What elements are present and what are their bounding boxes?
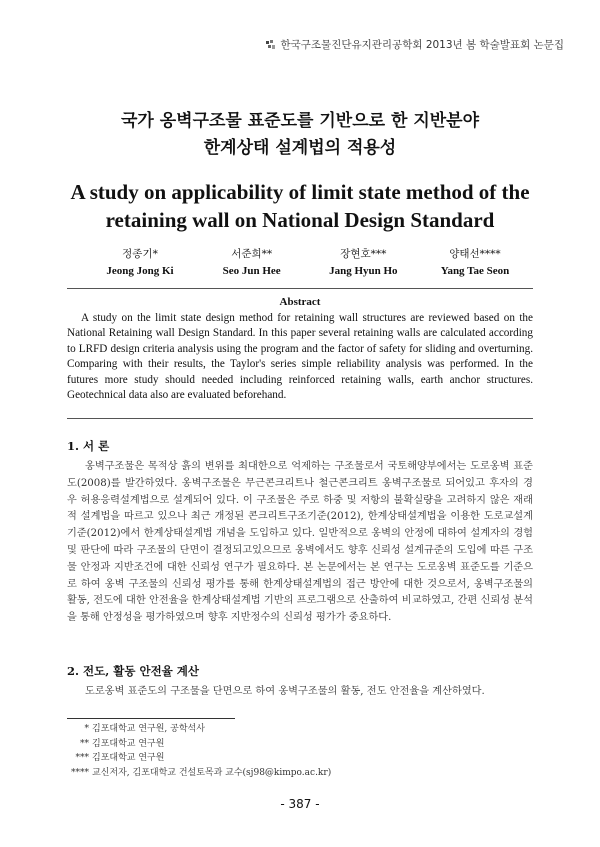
author-korean-name: 서준희**: [231, 248, 273, 260]
footnote-mark: ****: [71, 767, 89, 778]
section-body-safety-factor: 도로옹벽 표준도의 구조물을 단면으로 하여 옹벽구조물의 활동, 전도 안전율을 계산하였다.: [85, 686, 485, 697]
society-logo-icon: [266, 40, 276, 50]
footnote-mark: *: [84, 724, 89, 734]
section-heading-safety-factor: 2. 전도, 활동 안전율 계산: [67, 664, 200, 678]
footnote: [67, 737, 533, 752]
author: [197, 245, 307, 279]
korean-title-line1: 국가 옹벽구조물 표준도를 기반으로 한 지반분야: [120, 111, 480, 131]
footnote-text: 김포대학교 연구원: [92, 753, 165, 763]
abstract-bottom-rule: [67, 418, 533, 419]
footnote-text: 김포대학교 연구원: [92, 738, 165, 749]
footnote-text: 교신저자, 김포대학교 건설토목과 교수(sj98@kimpo.ac.kr): [92, 767, 332, 778]
author-english-name: Jeong Jong Ki: [106, 265, 174, 277]
english-title-line1: A study on applicability of limit state method of the: [70, 180, 530, 204]
footnote: [67, 751, 533, 766]
journal-header: [266, 37, 564, 52]
author-list: [85, 245, 530, 279]
english-title: [0, 178, 600, 234]
footnote: [67, 766, 533, 781]
section-body-introduction: 옹벽구조물은 목적상 흙의 변위를 최대한으로 억제하는 구조물로서 국토해양부에서는 도로옹벽 표준도(2008)를 발간하였다. 옹벽구조물은 무근콘크리트나 철근콘크리트 옹벽구조물로 되어있고 후자의 경우 허용응력설계법으로 설계되어 있다. 이 구조물은 주로 하중 및 저항의 불확실량을 고려하지 않은 재래적 설계법을 따르고 있으나 최근 개정된 콘크리트구조기준(2012), 한계상태설계법을 이용한 도로교설계기준(2012)에서 한계상태설계법 개념을 도입하고 있다. 일반적으로 옹벽의 안정에 대하여 설계자의 경험 및 판단에 따라 구조물의 단면이 결정되고있으므로 옹벽에서도 향후 신뢰성 설계규준의 도입에 따른 구조물 안정과 지반조건에 대한 신뢰성 연구가 필요하다. 본 논문에서는 본 연구는 도로옹벽 표준도를 기준으로 하여 옹벽 구조물의 신뢰성 평가를 통해 한계상태설계법의 접근 방안에 대한 것으로서, 옹벽구조물의 활동, 전도에 대한 안전율을 한계상태설계법 기반의 프로그램으로 산출하여 비교하였고, 간편 신뢰성 분석을 통해 안정성을 평가하였으며 향후 지반정수의 신뢰성 평가가 중요하다.: [67, 461, 533, 624]
author-english-name: Jang Hyun Ho: [329, 265, 398, 277]
abstract-heading: Abstract: [279, 296, 321, 308]
author: [308, 245, 418, 279]
page-number: - 387 -: [280, 797, 320, 811]
journal-name: 한국구조물진단유지관리공학회 2013년 봄 학술발표회 논문집: [280, 39, 564, 51]
korean-title-line2: 한계상태 설계법의 적용성: [203, 138, 397, 158]
author: [85, 245, 195, 279]
footnote-mark: **: [80, 738, 89, 749]
abstract-top-rule: [67, 288, 533, 289]
abstract-body: A study on the limit state design method for retaining wall structures are reviewed based on the National Retaining wall Design Standard. In this paper several retaining walls are calculated according to LRFD design criteria analysis using the program and the factor of safety for sliding and overturning. Comparing with their results, the Taylor's series simple reliability analysis was performed. In the futures more study should needed including reinforced retaining walls, earth anchor structures. Geotechnical data also are evaluated beforehand.: [67, 312, 533, 402]
author-english-name: Yang Tae Seon: [440, 265, 510, 277]
footnote-rule: [67, 718, 235, 719]
footnote-mark: ***: [75, 753, 89, 763]
footnote-text: 김포대학교 연구원, 공학석사: [92, 724, 205, 734]
english-title-line2: retaining wall on National Design Standard: [105, 208, 495, 232]
author-english-name: Seo Jun Hee: [222, 265, 281, 277]
author-korean-name: 장현호***: [340, 248, 387, 260]
author-korean-name: 정종기*: [122, 248, 158, 260]
author-korean-name: 양태선****: [449, 248, 501, 260]
author: [420, 245, 530, 279]
footnote: [67, 722, 533, 737]
korean-title: [0, 108, 600, 162]
footnotes: [67, 722, 533, 780]
section-heading-introduction: 1. 서 론: [67, 439, 110, 453]
